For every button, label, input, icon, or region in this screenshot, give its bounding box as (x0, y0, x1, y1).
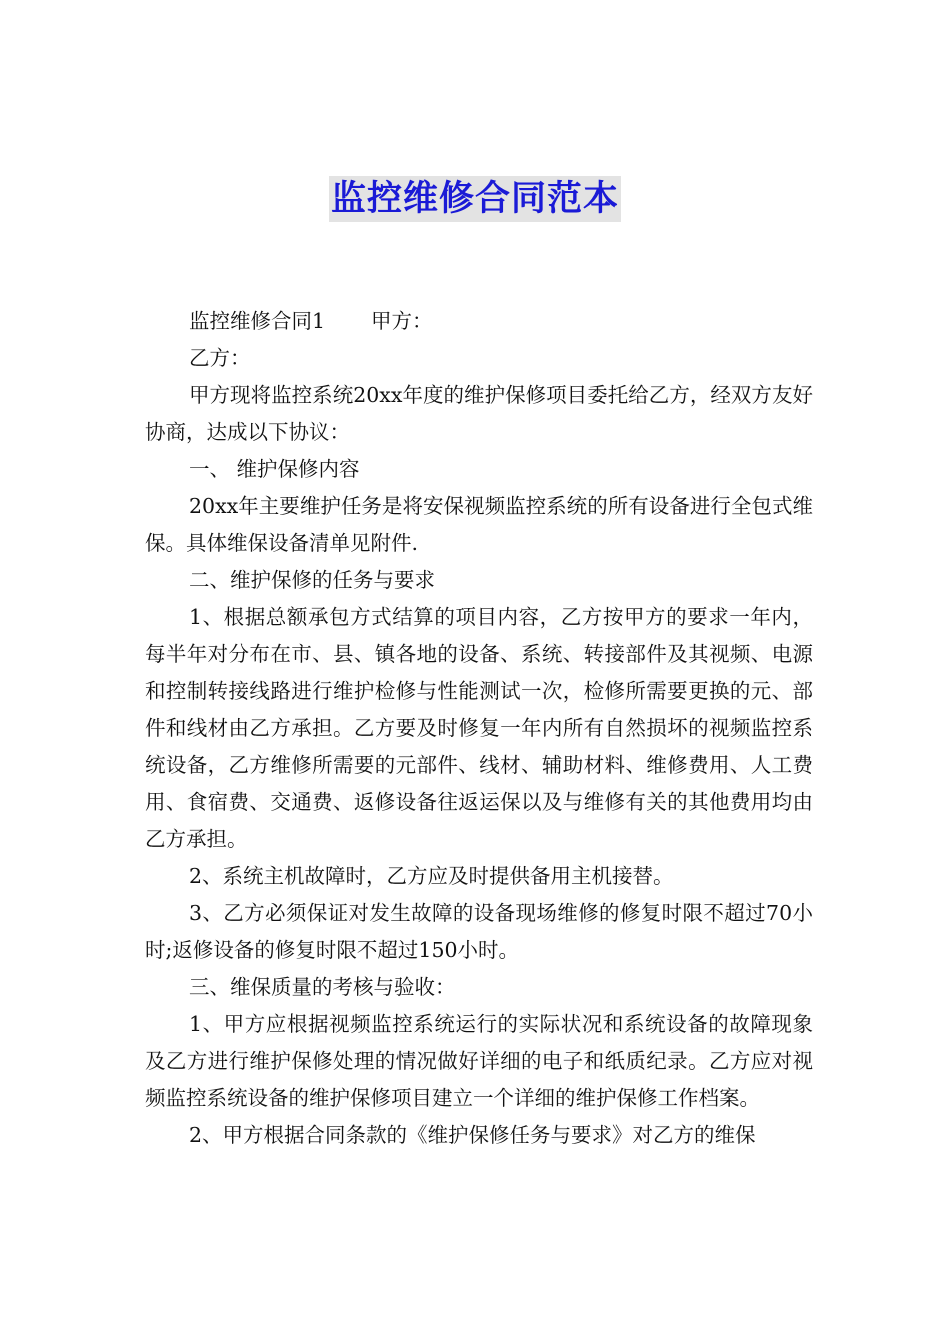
paragraph-entrustment: 甲方现将监控系统20xx年度的维护保修项目委托给乙方，经双方友好协商，达成以下协议： (145, 383, 813, 444)
party-a-label: 甲方： (371, 309, 433, 333)
paragraph-task-3: 3、乙方必须保证对发生故障的设备现场维修的修复时限不超过70小时;返修设备的修复时限不超过150小时。 (145, 901, 813, 962)
section-heading-3: 三、维保质量的考核与验收： (189, 975, 456, 999)
paragraph-quality-2: 2、甲方根据合同条款的《维护保修任务与要求》对乙方的维保 (189, 1123, 756, 1147)
party-b-label: 乙方： (189, 346, 251, 370)
intro-line (145, 303, 813, 340)
paragraph-task-1: 1、根据总额承包方式结算的项目内容，乙方按甲方的要求一年内，每半年对分布在市、县、镇各地的设备、系统、转接部件及其视频、电源和控制转接线路进行维护检修与性能测试一次，检修所需要更换的元、部件和线材由乙方承担。乙方要及时修复一年内所有自然损坏的视频监控系统设备，乙方维修所需要的元部件、线材、辅助材料、维修费用、人工费用、食宿费、交通费、返修设备往返运保以及与维修有关的其他费用均由乙方承担。 (145, 605, 813, 851)
paragraph-task-2: 2、系统主机故障时，乙方应及时提供备用主机接替。 (189, 864, 674, 888)
section-heading-2: 二、维护保修的任务与要求 (189, 568, 435, 592)
contract-label: 监控维修合同1 (189, 309, 326, 333)
paragraph-quality-1: 1、甲方应根据视频监控系统运行的实际状况和系统设备的故障现象及乙方进行维护保修处理的情况做好详细的电子和纸质纪录。乙方应对视频监控系统设备的维护保修项目建立一个详细的维护保修工作档案。 (145, 1012, 813, 1110)
title-container (0, 176, 950, 222)
section-heading-1: 一、 维护保修内容 (189, 457, 360, 481)
document-title: 监控维修合同范本 (329, 176, 621, 222)
document-body (145, 303, 813, 1154)
paragraph-maintenance-scope: 20xx年主要维护任务是将安保视频监控系统的所有设备进行全包式维保。具体维保设备清单见附件. (145, 494, 813, 555)
